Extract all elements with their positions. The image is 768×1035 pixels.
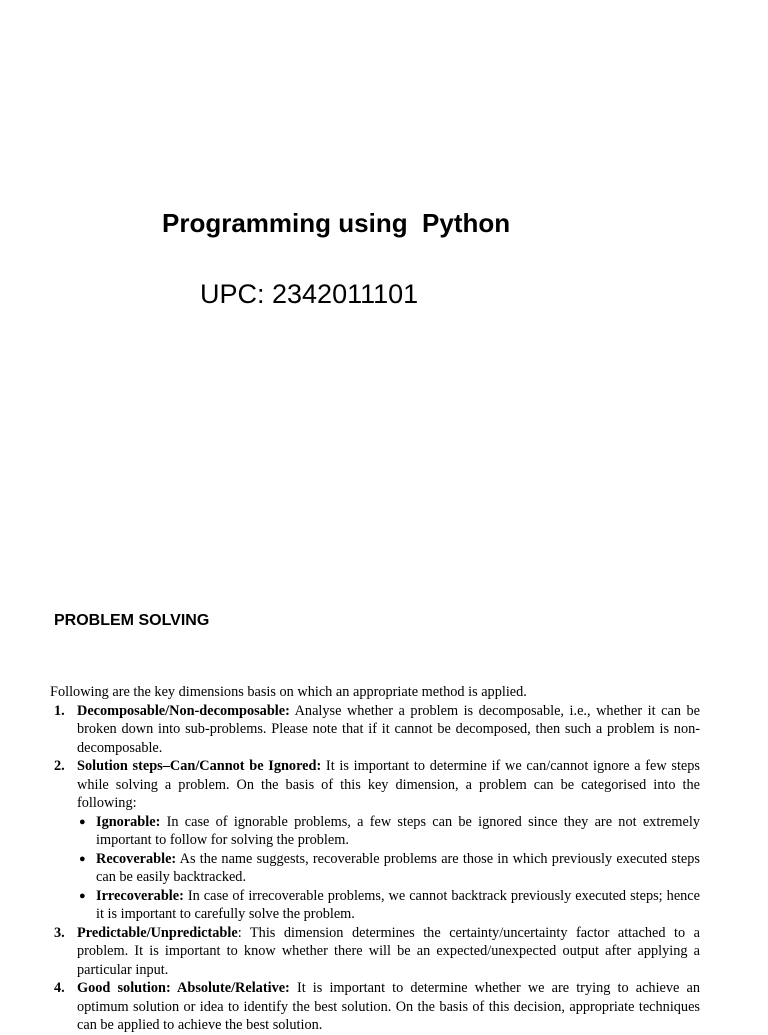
item-text: It is important to determine if we can/cannot ignore a few steps while solving a problem. On the basis of this key dimension, a problem can be categorised into the following: xyxy=(77,758,700,811)
item-number: 3. xyxy=(54,924,65,941)
list-item-good-solution xyxy=(50,979,700,1035)
item-text: : This dimension determines the certainty/uncertainty factor attached to a problem. It is important to know whether there will be an expected/unexpected output after applying a particular input. xyxy=(77,924,700,978)
item-term: Decomposable/Non-decomposable: xyxy=(77,702,290,719)
bullet-term: Recoverable: xyxy=(96,850,177,867)
list-item-decomposable xyxy=(50,702,700,758)
item-term: Predictable/Unpredictable xyxy=(77,924,238,941)
body-text xyxy=(50,683,700,1035)
bullet-text: As the name suggests, recoverable problems are those in which previously executed steps can be easily backtracked. xyxy=(96,850,700,885)
list-item-solution-steps xyxy=(50,757,700,924)
bullet-item-recoverable xyxy=(77,850,700,887)
bullet-text: In case of ignorable problems, a few steps can be ignored since they are not extremely important to follow for solving the problem. xyxy=(96,813,700,848)
item-number: 1. xyxy=(54,702,65,719)
bullet-item-ignorable xyxy=(77,813,700,850)
bullet-text: In case of irrecoverable problems, we cannot backtrack previously executed steps; hence it is important to carefully solve the problem. xyxy=(96,887,700,922)
item-text: It is important to determine whether we are trying to achieve an optimum solution or idea to identify the best solution. On the basis of this decision, appropriate techniques can be applied to achieve the best solution. xyxy=(77,980,700,1033)
dimensions-list xyxy=(50,702,700,1035)
bullet-term: Irrecoverable: xyxy=(96,887,184,904)
item-term: Solution steps–Can/Cannot be Ignored: xyxy=(77,758,322,774)
section-heading: PROBLEM SOLVING xyxy=(54,612,210,629)
bullet-dot-icon: ● xyxy=(79,889,86,902)
bullet-dot-icon: ● xyxy=(79,815,86,828)
item-number: 4. xyxy=(54,980,65,996)
document-title: Programming using Python xyxy=(162,208,511,238)
item-number: 2. xyxy=(54,758,65,774)
bullet-term: Ignorable: xyxy=(96,813,161,830)
intro-paragraph: Following are the key dimensions basis on which an appropriate method is applied. xyxy=(50,684,527,700)
bullet-dot-icon: ● xyxy=(79,852,86,865)
upc-code: UPC: 2342011101 xyxy=(200,279,419,309)
item-term: Good solution: Absolute/Relative: xyxy=(77,980,290,996)
list-item-predictable xyxy=(50,924,700,980)
item-text: Analyse whether a problem is decomposable, i.e., whether it can be broken down into sub-problems. Please note that if it cannot be decomposed, then such a problem is non-decomposable. xyxy=(77,702,700,756)
bullet-item-irrecoverable xyxy=(77,887,700,924)
sub-bullet-list xyxy=(77,813,700,924)
